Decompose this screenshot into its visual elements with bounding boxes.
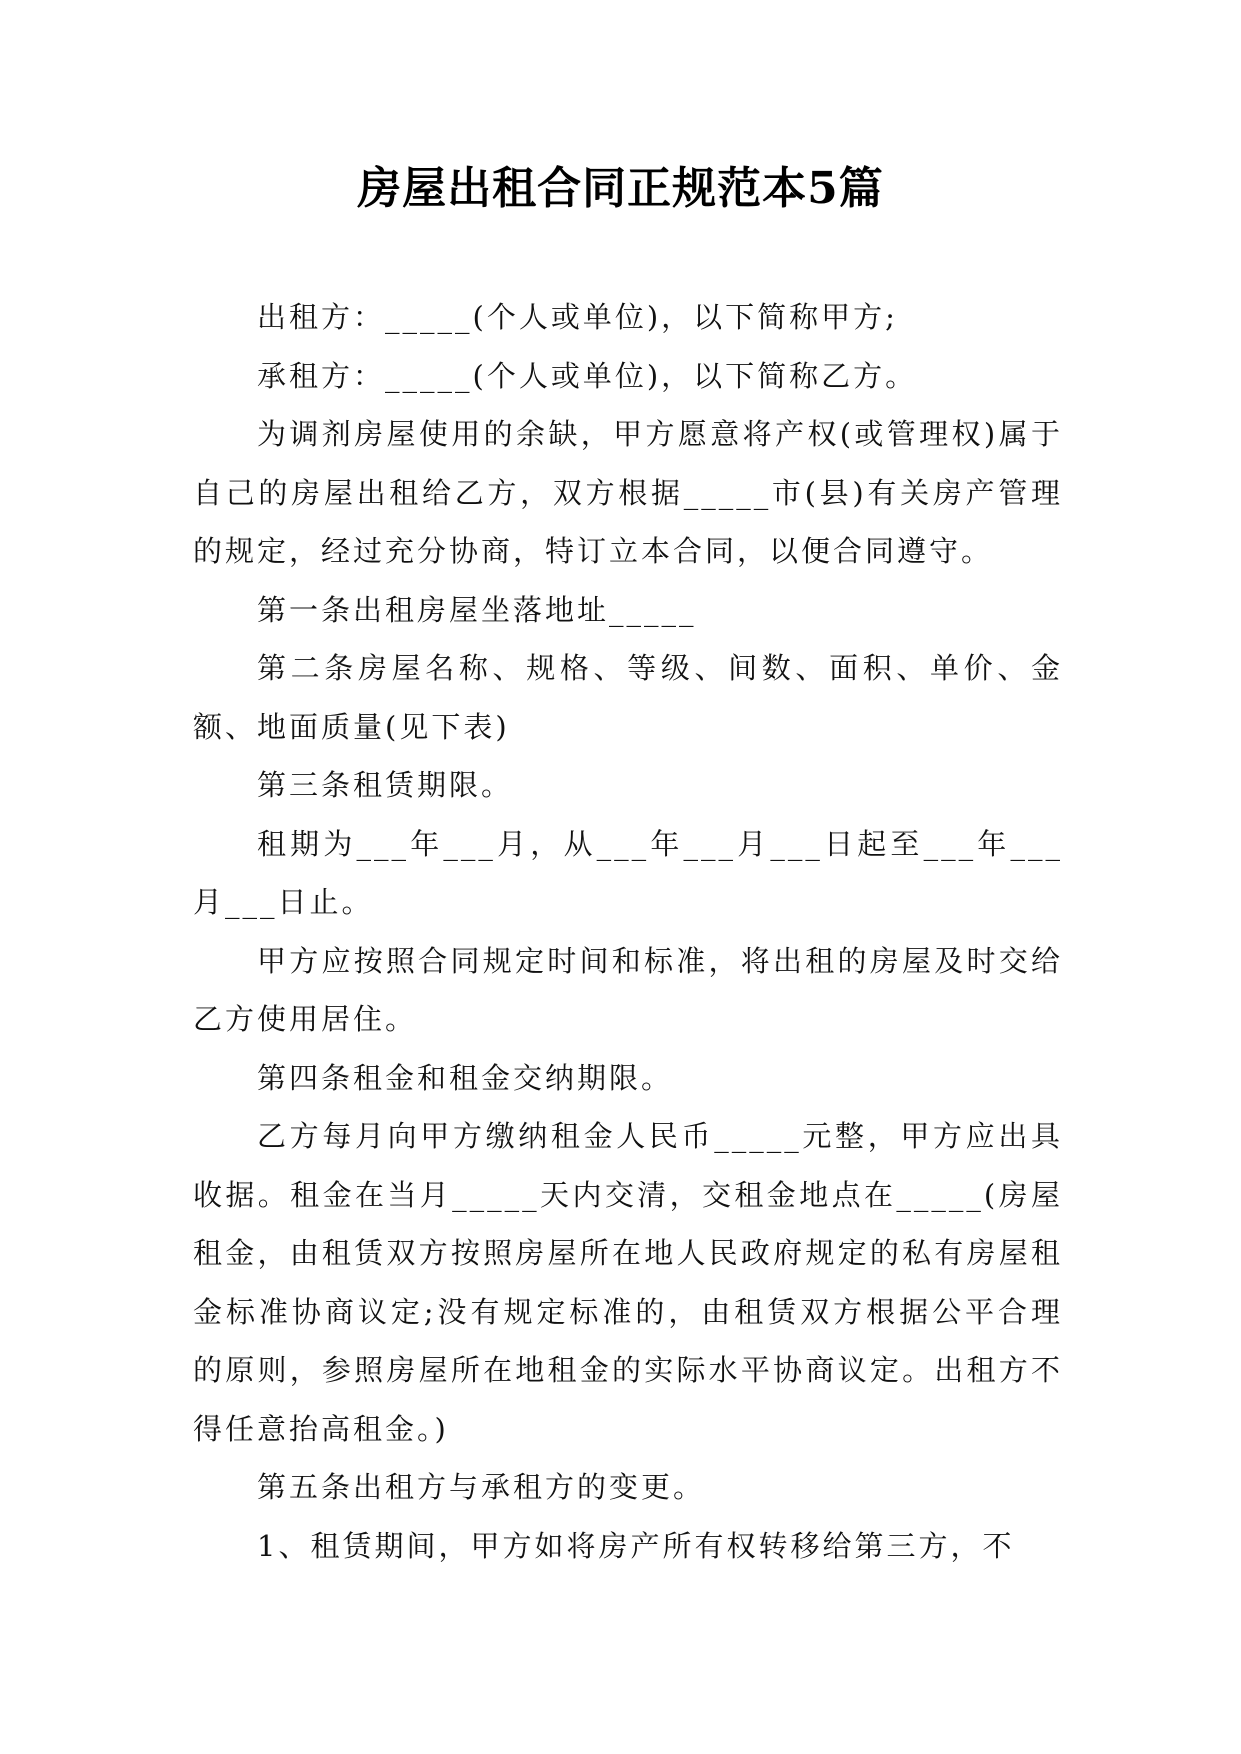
paragraph-rent-payment: 乙方每月向甲方缴纳租金人民币_____元整，甲方应出具收据。租金在当月_____天内交清，交租金地点在_____(房屋租金，由租赁双方按照房屋所在地人民政府规定的私有房屋租金标准协商议定;没有规定标准的，由租赁双方根据公平合理的原则，参照房屋所在地租金的实际水平协商议定。出租方不得任意抬高租金。) xyxy=(193,1119,1063,1446)
paragraph-article-3: 第三条租赁期限。 xyxy=(257,768,514,802)
document-body xyxy=(193,288,1063,1575)
paragraph-article-2: 第二条房屋名称、规格、等级、间数、面积、单价、金额、地面质量(见下表) xyxy=(193,651,1063,744)
paragraph-clause-1: 1、租赁期间，甲方如将房产所有权转移给第三方，不 xyxy=(257,1528,1015,1563)
paragraph-article-1: 第一条出租房屋坐落地址_____ xyxy=(257,592,697,627)
paragraph-lessee: 承租方：_____(个人或单位)，以下简称乙方。 xyxy=(257,358,918,393)
paragraph-preamble: 为调剂房屋使用的余缺，甲方愿意将产权(或管理权)属于自己的房屋出租给乙方，双方根据_____市(县)有关房产管理的规定，经过充分协商，特订立本合同，以便合同遵守。 xyxy=(193,417,1063,568)
paragraph-lease-term: 租期为___年___月，从___年___月___日起至___年___月___日止。 xyxy=(193,826,1063,919)
paragraph-delivery: 甲方应按照合同规定时间和标准，将出租的房屋及时交给乙方使用居住。 xyxy=(193,943,1063,1036)
paragraph-lessor: 出租方：_____(个人或单位)，以下简称甲方; xyxy=(257,300,898,334)
document-title: 房屋出租合同正规范本5篇 xyxy=(357,163,884,214)
paragraph-article-5: 第五条出租方与承租方的变更。 xyxy=(257,1470,706,1504)
paragraph-article-4: 第四条租金和租金交纳期限。 xyxy=(257,1060,674,1095)
